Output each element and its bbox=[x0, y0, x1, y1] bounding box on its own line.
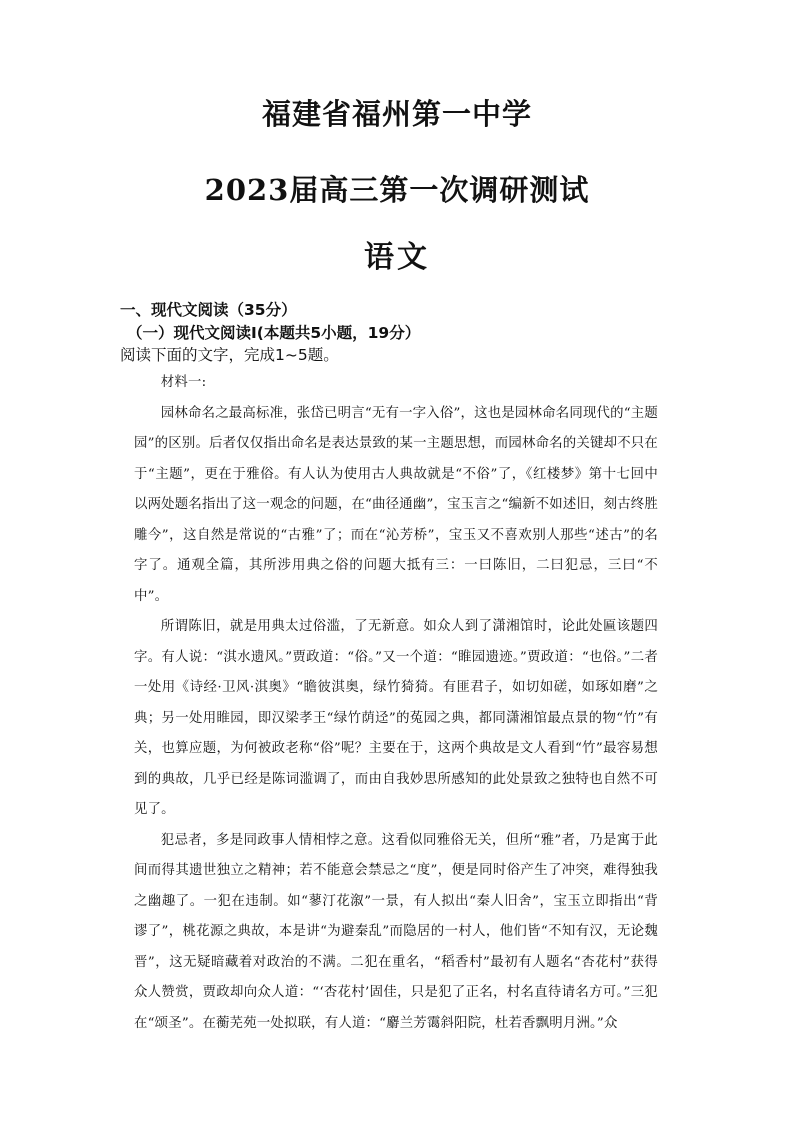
exam-title: 2023届高三第一次调研测试 bbox=[204, 173, 590, 207]
paragraph: 园林命名之最高标准，张岱已明言“无有一字入俗”，这也是园林命名同现代的“主题园”的区别。后者仅仅指出命名是表达景致的某一主题思想，而园林命名的关键却不只在于“主题”，更在于雅俗。有人认为使用古人典故就是“不俗”了，《红楼梦》第十七回中以两处题名指出了这一观念的问题，在“曲径通幽”，宝玉言之“编新不如述旧，刻古终胜雕今”，这自然是常说的“古雅”了；而在“沁芳桥”，宝玉又不喜欢别人那些“述古”的名字了。通观全篇，其所涉用典之俗的问题大抵有三：一曰陈旧，二曰犯忌，三曰“不中”。 bbox=[134, 405, 658, 604]
subject-title: 语文 bbox=[364, 240, 430, 275]
section-heading: 一、现代文阅读（35分） bbox=[120, 301, 297, 319]
material-body bbox=[134, 368, 658, 1039]
school-title: 福建省福州第一中学 bbox=[261, 97, 532, 131]
paragraph: 犯忌者，多是同政事人情相悖之意。这看似同雅俗无关，但所“雅”者，乃是寓于此间而得其遗世独立之精神；若不能意会禁忌之“度”，便是同时俗产生了冲突，难得独我之幽趣了。一犯在违制。如“蓼汀花溆”一景，有人拟出“秦人旧舍”，宝玉立即指出“背谬了”，桃花源之典故，本是讲“为避秦乱”而隐居的一村人，他们皆“不知有汉，无论魏晋”，这无疑暗藏着对政治的不满。二犯在重名，“稻香村”最初有人题名“杏花村”获得众人赞赏，贾政却向众人道：“‘杏花村’固佳，只是犯了正名，村名直待请名方可。”三犯在“颂圣”。在蘅芜苑一处拟联，有人道：“麝兰芳霭斜阳院，杜若香飘明月洲。”众 bbox=[134, 832, 658, 1031]
material-label: 材料一: bbox=[160, 375, 207, 390]
section-subheading: （一）现代文阅读Ⅰ(本题共5小题，19分） bbox=[127, 324, 421, 342]
paragraph: 所谓陈旧，就是用典太过俗滥，了无新意。如众人到了潇湘馆时，论此处匾该题四字。有人说：“淇水遗风。”贾政道：“俗。”又一个道：“睢园遗迹。”贾政道：“也俗。”二者一处用《诗经·卫风·淇奥》“瞻彼淇奥，绿竹猗猗。有匪君子，如切如磋，如琢如磨”之典；另一处用睢园，即汉梁孝王“绿竹荫迳”的菟园之典，都同潇湘馆最点景的物“竹”有关，也算应题，为何被政老称“俗”呢？主要在于，这两个典故是文人看到“竹”最容易想到的典故，几乎已经是陈词滥调了，而由自我妙思所感知的此处景致之独特也自然不可见了。 bbox=[134, 619, 658, 817]
reading-instruction: 阅读下面的文字，完成1~5题。 bbox=[120, 346, 339, 364]
